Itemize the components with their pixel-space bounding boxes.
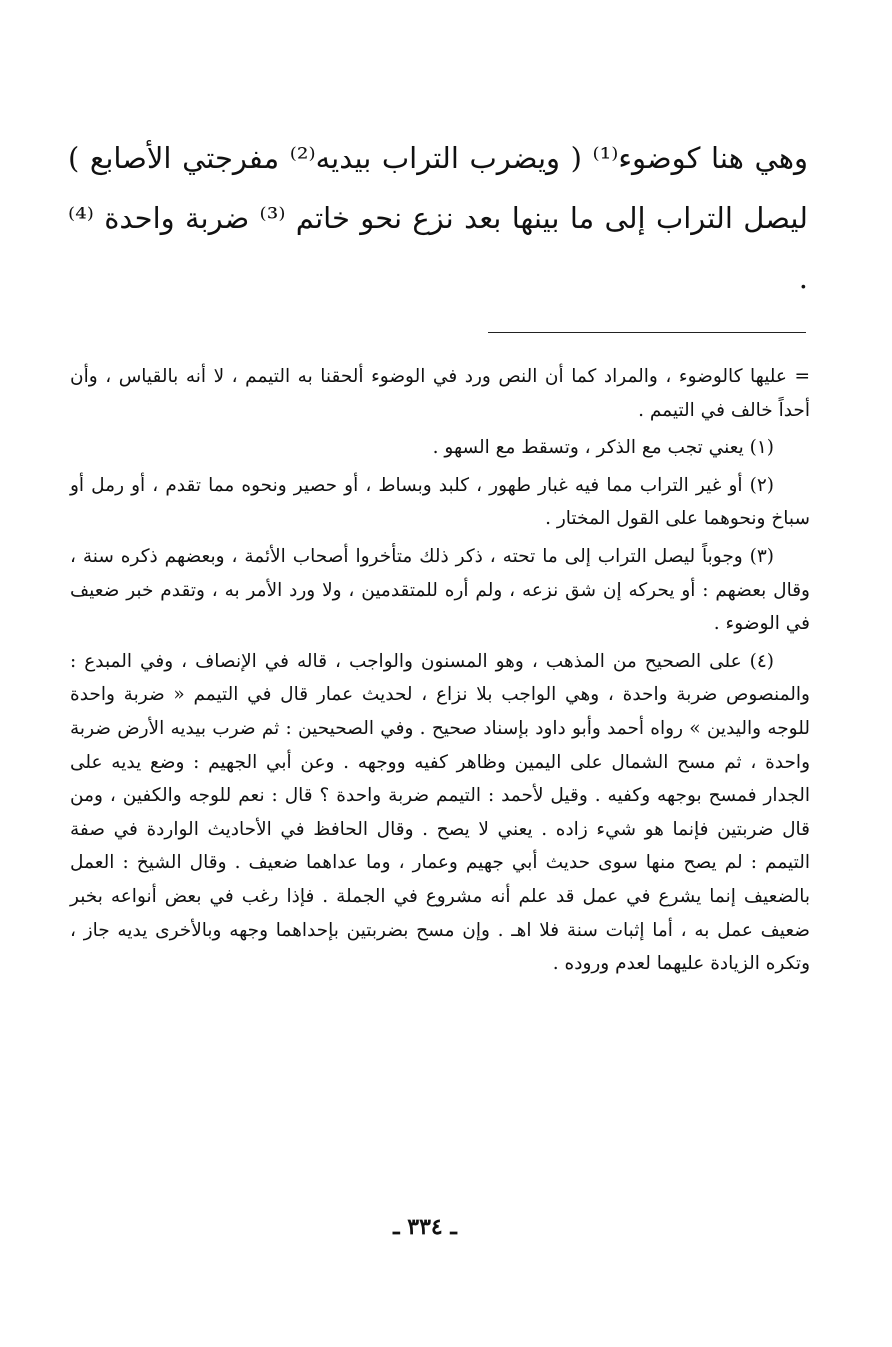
footnote-2: (٢) أو غير التراب مما فيه غبار طهور ، كلبد وبساط ، أو حصير ونحوه مما تقدم ، أو رمل أو سباخ ونحوهما على القول المختار .	[70, 474, 810, 530]
footnote-3: (٣) وجوباً ليصل التراب إلى ما تحته ، ذكر ذلك متأخروا أصحاب الأئمة ، وبعضهم ذكره سنة ، وقال بعضهم : أو يحركه إن شق نزعه ، ولم أره للمتقدمين ، ولا ورد الأمر به ، وتقدم خبر ضعيف في الوضوء .	[70, 545, 810, 635]
footnote-4: (٤) على الصحيح من المذهب ، وهو المسنون والواجب ، قاله في الإنصاف ، وفي المبدع : والمنصوص ضربة واحدة ، وهي الواجب بلا نزاع ، لحديث عمار قال في التيمم « ضربة واحدة للوجه واليدين » رواه أحمد وأبو داود بإسناد صحيح . وفي الصحيحين : ثم ضرب بيديه الأرض ضربة واحدة ، ثم مسح الشمال على اليمين وظاهر كفيه ووجهه . وعن أبي الجهيم : وضع يديه على الجدار فمسح بوجهه وكفيه . وقيل لأحمد : التيمم ضربة واحدة ؟ قال : نعم للوجه والكفين ، ومن قال ضربتين فإنما هو شيء زاده . يعني لا يصح . وقال الحافظ في الأحاديث الواردة في صفة التيمم : لم يصح منها سوى حديث أبي جهيم وعمار ، وما عداهما ضعيف . وقال الشيخ : العمل بالضعيف إنما يشرع في عمل قد علم أنه مشروع في الجملة . فإذا رغب في بعض أنواعه بخبر ضعيف عمل به ، أما إثبات سنة فلا اهـ . وإن مسح بضربتين بإحداهما وجهه وبالأخرى يديه جاز ، وتكره الزيادة عليهما لعدم وروده .	[70, 650, 810, 975]
page-number: ـ ٣٣٤ ـ	[393, 1214, 457, 1240]
footnote-continuation: = عليها كالوضوء ، والمراد كما أن النص ورد في الوضوء ألحقنا به التيمم ، لا أنه بالقياس ، وأن أحداً خالف في التيمم .	[70, 366, 810, 421]
main-text-block	[68, 128, 808, 308]
footnotes-block	[70, 360, 810, 985]
footnote-divider	[488, 332, 806, 333]
main-paragraph: وهي هنا كوضوء⁽¹⁾ ( ويضرب التراب بيديه⁽²⁾ مفرجتي الأصابع ) ليصل التراب إلى ما بينها بعد نزع نحو خاتم ⁽³⁾ ضربة واحدة ⁽⁴⁾ .	[68, 141, 808, 295]
footnote-1: (١) يعني تجب مع الذكر ، وتسقط مع السهو .	[432, 437, 774, 459]
